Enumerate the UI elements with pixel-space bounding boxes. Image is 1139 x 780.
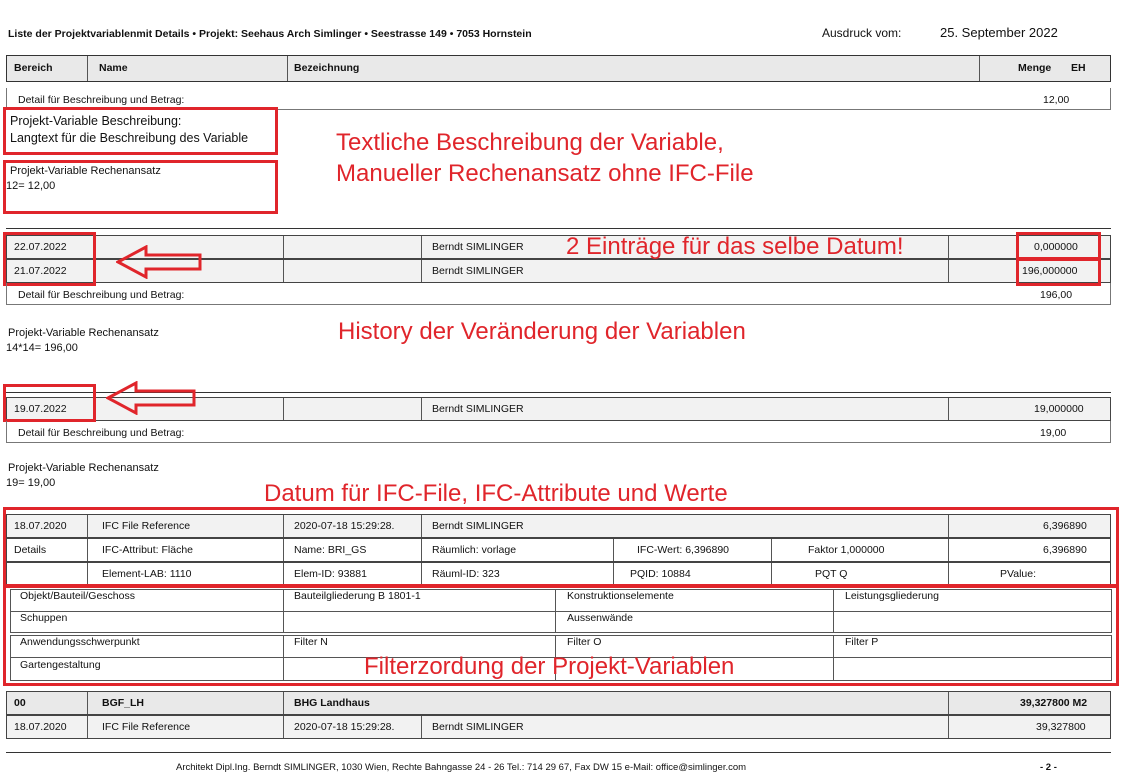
detail-label: Detail für Beschreibung und Betrag: (18, 289, 185, 301)
ifc-value: 39,327800 (1036, 721, 1086, 733)
ifc-factor: Faktor 1,000000 (808, 544, 885, 556)
col-bereich: Bereich (14, 62, 53, 74)
ifc-date: 18.07.2020 (14, 721, 67, 733)
highlight-desc (3, 107, 278, 155)
ifc-ref: IFC File Reference (102, 520, 191, 532)
calc-text: 12= 12,00 (6, 180, 56, 192)
variable-row (6, 691, 1111, 715)
ifc-value-label: IFC-Wert: 6,396890 (637, 544, 730, 556)
arrow-left-icon (116, 245, 204, 279)
annotation-text-1a: Textliche Beschreibung der Variable, (336, 129, 724, 156)
col-menge: Menge (1018, 62, 1052, 74)
filter-header: Filter O (567, 636, 602, 648)
filter-header: Filter N (294, 636, 328, 648)
highlight-calc (3, 160, 278, 214)
history-value: 0,000000 (1034, 241, 1078, 253)
var-menge: 39,327800 M2 (1020, 697, 1088, 709)
ifc-detail-label: Details (14, 544, 47, 556)
calc-text: 19= 19,00 (6, 477, 56, 489)
footer-divider (6, 752, 1111, 753)
filter-header: Filter P (845, 636, 879, 648)
detail-value: 12,00 (1043, 94, 1070, 106)
calc-text: 14*14= 196,00 (6, 342, 78, 354)
history-value: 196,000000 (1022, 265, 1078, 277)
ifc-timestamp: 2020-07-18 15:29:28. (294, 721, 395, 733)
history-value: 19,000000 (1034, 403, 1084, 415)
ifc-elem-id: Elem-ID: 93881 (294, 568, 367, 580)
detail-value: 196,00 (1040, 289, 1073, 301)
var-name: BGF_LH (102, 697, 144, 709)
ifc-timestamp: 2020-07-18 15:29:28. (294, 520, 395, 532)
highlight-ifc (3, 507, 1119, 587)
print-date-label: Ausdruck vom: (822, 26, 902, 40)
annotation-text-5: Filterzordung der Projekt-Variablen (364, 653, 735, 680)
column-header (6, 55, 1111, 82)
calc-title: Projekt-Variable Rechenansatz (8, 462, 159, 474)
filter-header: Objekt/Bauteil/Geschoss (20, 590, 135, 602)
highlight-dates (3, 232, 96, 286)
ifc-pvalue: PValue: (1000, 568, 1036, 580)
annotation-text-3: History der Veränderung der Variablen (338, 318, 746, 345)
var-bezeichnung: BHG Landhaus (294, 697, 370, 709)
filter-header: Bauteilgliederung B 1801-1 (294, 590, 421, 602)
highlight-date (3, 384, 96, 422)
filter-value: Aussenwände (567, 612, 633, 624)
ifc-spatial: Räumlich: vorlage (432, 544, 517, 556)
report-title: Liste der Projektvariablenmit Details • Projekt: Seehaus Arch Simlinger • Seestrasse 149 • 7053 Hornstein (8, 28, 532, 40)
filter-header: Anwendungsschwerpunkt (20, 636, 140, 648)
page-number: - 2 - (1040, 762, 1057, 773)
history-user: Berndt SIMLINGER (432, 265, 524, 277)
calc-title: Projekt-Variable Rechenansatz (10, 165, 161, 177)
ifc-attribute: IFC-Attribut: Fläche (102, 544, 194, 556)
ifc-pqid: PQID: 10884 (630, 568, 691, 580)
ifc-user: Berndt SIMLINGER (432, 721, 524, 733)
arrow-left-icon (106, 381, 198, 415)
history-date: 22.07.2022 (14, 241, 67, 253)
col-bezeichnung: Bezeichnung (294, 62, 360, 74)
col-name: Name (99, 62, 128, 74)
filter-value: Schuppen (20, 612, 68, 624)
detail-value: 19,00 (1040, 427, 1067, 439)
filter-header: Leistungsgliederung (845, 590, 939, 602)
history-date: 19.07.2022 (14, 403, 67, 415)
history-user: Berndt SIMLINGER (432, 241, 524, 253)
highlight-value-2 (1016, 258, 1101, 286)
print-date: 25. September 2022 (940, 25, 1058, 40)
ifc-user: Berndt SIMLINGER (432, 520, 524, 532)
ifc-detail-value: 6,396890 (1043, 544, 1087, 556)
desc-title: Projekt-Variable Beschreibung: (10, 114, 182, 128)
desc-text: Langtext für die Beschreibung des Variable (10, 131, 249, 145)
ifc-ref: IFC File Reference (102, 721, 191, 733)
divider (6, 228, 1111, 229)
detail-label: Detail für Beschreibung und Betrag: (18, 427, 185, 439)
ifc-value: 6,396890 (1043, 520, 1087, 532)
filter-value: Gartengestaltung (20, 659, 101, 671)
detail-label: Detail für Beschreibung und Betrag: (18, 94, 185, 106)
col-eh: EH (1071, 62, 1086, 74)
ifc-name: Name: BRI_GS (294, 544, 367, 556)
footer-text: Architekt Dipl.Ing. Berndt SIMLINGER, 1030 Wien, Rechte Bahngasse 24 - 26 Tel.: 714 29 67, Fax DW 15 e-Mail: office@simlinger.com (176, 762, 747, 773)
filter-header: Konstruktionselemente (567, 590, 674, 602)
highlight-value-1 (1016, 232, 1101, 260)
history-date: 21.07.2022 (14, 265, 67, 277)
history-user: Berndt SIMLINGER (432, 403, 524, 415)
var-bereich: 00 (14, 697, 26, 709)
ifc-element-lab: Element-LAB: 1110 (102, 568, 192, 580)
ifc-room-id: Räuml-ID: 323 (432, 568, 500, 580)
ifc-date: 18.07.2020 (14, 520, 67, 532)
ifc-pqt: PQT Q (815, 568, 848, 580)
annotation-text-2: 2 Einträge für das selbe Datum! (566, 233, 904, 260)
annotation-text-1b: Manueller Rechenansatz ohne IFC-File (336, 160, 754, 187)
annotation-text-4: Datum für IFC-File, IFC-Attribute und Werte (264, 480, 728, 507)
calc-title: Projekt-Variable Rechenansatz (8, 327, 159, 339)
